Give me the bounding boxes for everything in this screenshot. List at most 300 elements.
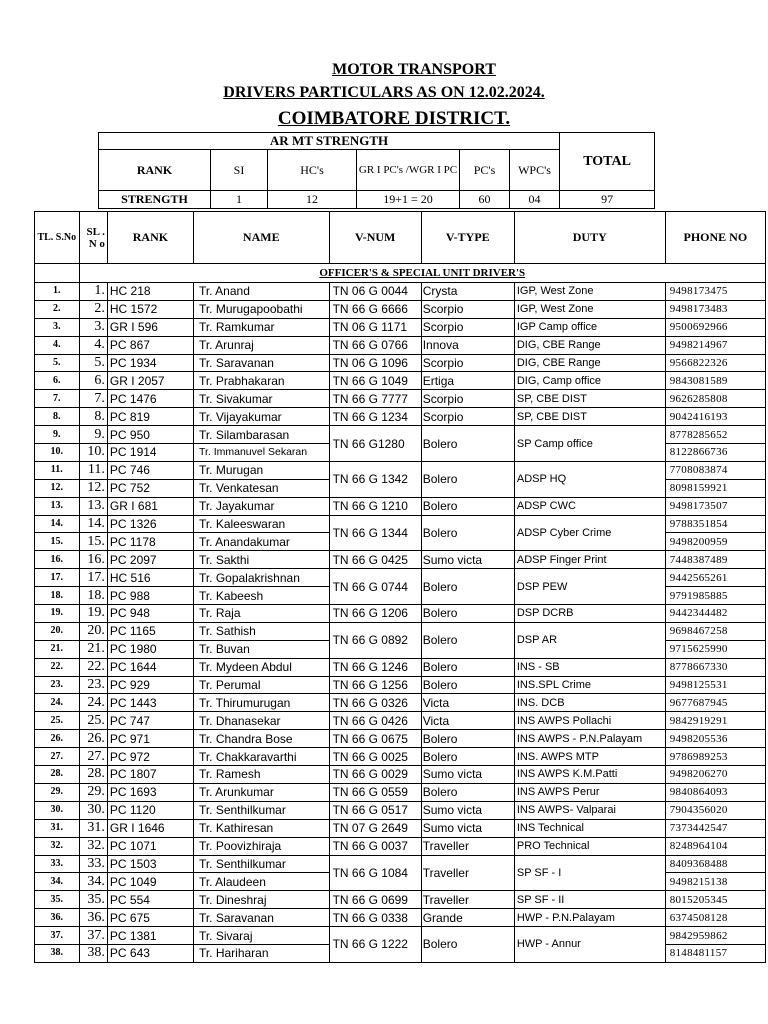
vnum-cell: TN 66 G 0517 bbox=[329, 801, 421, 819]
vnum-cell: TN 66 G 1246 bbox=[329, 658, 421, 676]
table-row bbox=[35, 497, 766, 515]
name-cell: Tr. Kathiresan bbox=[193, 819, 329, 837]
duty-cell: INS AWPS K.M.Patti bbox=[514, 766, 665, 784]
table-row bbox=[35, 569, 766, 587]
phone-cell: 9498200959 bbox=[665, 533, 765, 551]
rank-cell: PC 752 bbox=[107, 479, 193, 497]
vnum-cell: TN 66 G 0037 bbox=[329, 837, 421, 855]
sl-no-cell: 16. bbox=[79, 551, 107, 569]
sl-no-cell: 33. bbox=[79, 855, 107, 873]
phone-cell: 8778285652 bbox=[665, 426, 765, 444]
tl-sno-cell: 36. bbox=[35, 909, 80, 927]
rank-si: SI bbox=[211, 150, 268, 191]
phone-cell: 9498215138 bbox=[665, 873, 765, 891]
strength-si: 1 bbox=[211, 191, 268, 209]
name-cell: Tr. Sivaraj bbox=[193, 927, 329, 945]
strength-wpcs: 04 bbox=[510, 191, 560, 209]
name-cell: Tr. Chandra Bose bbox=[193, 730, 329, 748]
name-cell: Tr. Dhanasekar bbox=[193, 712, 329, 730]
phone-cell: 8148481157 bbox=[665, 944, 765, 962]
table-row bbox=[35, 390, 766, 408]
phone-cell: 9442565261 bbox=[665, 569, 765, 587]
sl-no-cell: 30. bbox=[79, 801, 107, 819]
duty-cell: SP SF - II bbox=[514, 891, 665, 909]
vnum-cell: TN 66 G 1049 bbox=[329, 372, 421, 390]
phone-cell: 9843081589 bbox=[665, 372, 765, 390]
duty-cell: DSP PEW bbox=[514, 569, 665, 605]
vnum-cell: TN 66 G 0559 bbox=[329, 783, 421, 801]
table-row bbox=[35, 909, 766, 927]
name-cell: Tr. Poovizhiraja bbox=[193, 837, 329, 855]
vnum-cell: TN 66 G1280 bbox=[329, 426, 421, 462]
vnum-cell: TN 06 G 1171 bbox=[329, 318, 421, 336]
phone-cell: 9842959862 bbox=[665, 927, 765, 945]
duty-cell: DSP DCRB bbox=[514, 605, 665, 623]
sl-no-cell: 3. bbox=[79, 318, 107, 336]
tl-sno-cell: 2. bbox=[35, 300, 80, 318]
duty-cell: SP SF - I bbox=[514, 855, 665, 891]
vtype-cell: Bolero bbox=[421, 569, 514, 605]
sl-no-cell: 6. bbox=[79, 372, 107, 390]
vnum-cell: TN 66 G 1256 bbox=[329, 676, 421, 694]
rank-cell: PC 2097 bbox=[107, 551, 193, 569]
duty-cell: ADSP HQ bbox=[514, 461, 665, 497]
name-cell: Tr. Vijayakumar bbox=[193, 408, 329, 426]
rank-cell: HC 516 bbox=[107, 569, 193, 587]
rank-cell: PC 819 bbox=[107, 408, 193, 426]
name-cell: Tr. Gopalakrishnan bbox=[193, 569, 329, 587]
name-cell: Tr. Venkatesan bbox=[193, 479, 329, 497]
rank-cell: PC 1476 bbox=[107, 390, 193, 408]
sl-no-cell: 20. bbox=[79, 622, 107, 640]
table-row bbox=[35, 855, 766, 873]
tl-sno-cell: 4. bbox=[35, 336, 80, 354]
name-cell: Tr. Dineshraj bbox=[193, 891, 329, 909]
tl-sno-cell: 22. bbox=[35, 658, 80, 676]
duty-cell: INS AWPS Pollachi bbox=[514, 712, 665, 730]
vnum-cell: TN 66 G 0025 bbox=[329, 748, 421, 766]
vtype-cell: Scorpio bbox=[421, 300, 514, 318]
header-sl-no: SL . N o bbox=[79, 212, 107, 264]
vtype-cell: Bolero bbox=[421, 748, 514, 766]
rank-cell: PC 1980 bbox=[107, 640, 193, 658]
tl-sno-cell: 37. bbox=[35, 927, 80, 945]
name-cell: Tr. Senthilkumar bbox=[193, 855, 329, 873]
name-cell: Tr. Saravanan bbox=[193, 909, 329, 927]
duty-cell: SP, CBE DIST bbox=[514, 408, 665, 426]
header-vnum: V-NUM bbox=[329, 212, 421, 264]
total-label: TOTAL bbox=[560, 133, 655, 191]
sl-no-cell: 37. bbox=[79, 927, 107, 945]
sl-no-cell: 21. bbox=[79, 640, 107, 658]
name-cell: Tr. Ramkumar bbox=[193, 318, 329, 336]
vtype-cell: Victa bbox=[421, 694, 514, 712]
phone-cell: 8098159921 bbox=[665, 479, 765, 497]
vnum-cell: TN 66 G 0029 bbox=[329, 766, 421, 784]
rank-cell: PC 948 bbox=[107, 605, 193, 623]
phone-cell: 9498173483 bbox=[665, 300, 765, 318]
name-cell: Tr. Kabeesh bbox=[193, 587, 329, 605]
vtype-cell: Bolero bbox=[421, 927, 514, 963]
rank-cell: PC 1503 bbox=[107, 855, 193, 873]
table-row bbox=[35, 461, 766, 479]
rank-cell: PC 1443 bbox=[107, 694, 193, 712]
tl-sno-cell: 31. bbox=[35, 819, 80, 837]
vtype-cell: Ertiga bbox=[421, 372, 514, 390]
sl-no-cell: 27. bbox=[79, 748, 107, 766]
vtype-cell: Bolero bbox=[421, 676, 514, 694]
vtype-cell: Sumo victa bbox=[421, 551, 514, 569]
strength-table bbox=[98, 132, 655, 209]
vtype-cell: Bolero bbox=[421, 605, 514, 623]
name-cell: Tr. Jayakumar bbox=[193, 497, 329, 515]
duty-cell: DSP AR bbox=[514, 622, 665, 658]
vnum-cell: TN 66 G 0744 bbox=[329, 569, 421, 605]
rank-cell: PC 746 bbox=[107, 461, 193, 479]
name-cell: Tr. Anand bbox=[193, 283, 329, 301]
name-cell: Tr. Thirumurugan bbox=[193, 694, 329, 712]
table-row bbox=[35, 551, 766, 569]
duty-cell: INS AWPS - P.N.Palayam bbox=[514, 730, 665, 748]
header-name: NAME bbox=[193, 212, 329, 264]
phone-cell: 9498206270 bbox=[665, 766, 765, 784]
vnum-cell: TN 66 G 7777 bbox=[329, 390, 421, 408]
header-tl-sno: TL. S.No bbox=[35, 212, 80, 264]
header-rank: RANK bbox=[107, 212, 193, 264]
vnum-cell: TN 06 G 0044 bbox=[329, 283, 421, 301]
duty-cell: SP, CBE DIST bbox=[514, 390, 665, 408]
phone-cell: 9498125531 bbox=[665, 676, 765, 694]
vtype-cell: Traveller bbox=[421, 837, 514, 855]
name-cell: Tr. Prabhakaran bbox=[193, 372, 329, 390]
name-cell: Tr. Murugapoobathi bbox=[193, 300, 329, 318]
vtype-cell: Bolero bbox=[421, 730, 514, 748]
table-row bbox=[35, 336, 766, 354]
sl-no-cell: 17. bbox=[79, 569, 107, 587]
name-cell: Tr. Raja bbox=[193, 605, 329, 623]
tl-sno-cell: 14. bbox=[35, 515, 80, 533]
rank-cell: PC 554 bbox=[107, 891, 193, 909]
tl-sno-cell: 29. bbox=[35, 783, 80, 801]
rank-cell: PC 643 bbox=[107, 944, 193, 962]
sl-no-cell: 18. bbox=[79, 587, 107, 605]
sl-no-cell: 1. bbox=[79, 283, 107, 301]
tl-sno-cell: 10. bbox=[35, 444, 80, 462]
vtype-cell: Victa bbox=[421, 712, 514, 730]
phone-cell: 8015205345 bbox=[665, 891, 765, 909]
rank-gr-i-pcs: GR I PC's /WGR I PC bbox=[357, 150, 460, 191]
tl-sno-cell: 13. bbox=[35, 497, 80, 515]
strength-total: 97 bbox=[560, 191, 655, 209]
rank-cell: HC 1572 bbox=[107, 300, 193, 318]
vnum-cell: TN 66 G 1234 bbox=[329, 408, 421, 426]
vnum-cell: TN 66 G 1206 bbox=[329, 605, 421, 623]
vnum-cell: TN 66 G 1342 bbox=[329, 461, 421, 497]
vtype-cell: Sumo victa bbox=[421, 819, 514, 837]
rank-cell: PC 1644 bbox=[107, 658, 193, 676]
header-vtype: V-TYPE bbox=[421, 212, 514, 264]
tl-sno-cell: 6. bbox=[35, 372, 80, 390]
phone-cell: 9791985885 bbox=[665, 587, 765, 605]
tl-sno-cell: 25. bbox=[35, 712, 80, 730]
phone-cell: 7904356020 bbox=[665, 801, 765, 819]
drivers-table bbox=[34, 211, 766, 963]
table-row bbox=[35, 927, 766, 945]
rank-cell: PC 988 bbox=[107, 587, 193, 605]
sl-no-cell: 38. bbox=[79, 944, 107, 962]
phone-cell: 9677687945 bbox=[665, 694, 765, 712]
table-row bbox=[35, 766, 766, 784]
tl-sno-cell: 30. bbox=[35, 801, 80, 819]
tl-sno-cell: 19. bbox=[35, 605, 80, 623]
vtype-cell: Scorpio bbox=[421, 390, 514, 408]
sl-no-cell: 23. bbox=[79, 676, 107, 694]
tl-sno-cell: 3. bbox=[35, 318, 80, 336]
vnum-cell: TN 66 G 0425 bbox=[329, 551, 421, 569]
vtype-cell: Bolero bbox=[421, 497, 514, 515]
phone-cell: 9715625990 bbox=[665, 640, 765, 658]
table-row bbox=[35, 837, 766, 855]
vnum-cell: TN 66 G 6666 bbox=[329, 300, 421, 318]
vnum-cell: TN 66 G 0766 bbox=[329, 336, 421, 354]
sl-no-cell: 26. bbox=[79, 730, 107, 748]
strength-row-label: STRENGTH bbox=[99, 191, 211, 209]
phone-cell: 9042416193 bbox=[665, 408, 765, 426]
tl-sno-cell: 24. bbox=[35, 694, 80, 712]
sl-no-cell: 10. bbox=[79, 444, 107, 462]
rank-cell: PC 929 bbox=[107, 676, 193, 694]
table-row bbox=[35, 605, 766, 623]
table-row bbox=[35, 658, 766, 676]
duty-cell: ADSP Finger Print bbox=[514, 551, 665, 569]
tl-sno-cell: 17. bbox=[35, 569, 80, 587]
vtype-cell: Traveller bbox=[421, 855, 514, 891]
phone-cell: 8122866736 bbox=[665, 444, 765, 462]
rank-cell: PC 1071 bbox=[107, 837, 193, 855]
rank-cell: GR I 1646 bbox=[107, 819, 193, 837]
table-row bbox=[35, 354, 766, 372]
table-row bbox=[35, 694, 766, 712]
tl-sno-cell: 23. bbox=[35, 676, 80, 694]
sl-no-cell: 14. bbox=[79, 515, 107, 533]
phone-cell: 9498173475 bbox=[665, 283, 765, 301]
tl-sno-cell: 28. bbox=[35, 766, 80, 784]
rank-cell: HC 218 bbox=[107, 283, 193, 301]
tl-sno-cell: 9. bbox=[35, 426, 80, 444]
name-cell: Tr. Anandakumar bbox=[193, 533, 329, 551]
rank-wpcs: WPC's bbox=[510, 150, 560, 191]
duty-cell: INS - SB bbox=[514, 658, 665, 676]
phone-cell: 9498173507 bbox=[665, 497, 765, 515]
rank-cell: PC 950 bbox=[107, 426, 193, 444]
vnum-cell: TN 66 G 0699 bbox=[329, 891, 421, 909]
table-row bbox=[35, 801, 766, 819]
duty-cell: ADSP Cyber Crime bbox=[514, 515, 665, 551]
name-cell: Tr. Sakthi bbox=[193, 551, 329, 569]
sl-no-cell: 31. bbox=[79, 819, 107, 837]
duty-cell: HWP - Annur bbox=[514, 927, 665, 963]
phone-cell: 9626285808 bbox=[665, 390, 765, 408]
vnum-cell: TN 66 G 1084 bbox=[329, 855, 421, 891]
phone-cell: 9500692966 bbox=[665, 318, 765, 336]
tl-sno-cell: 1. bbox=[35, 283, 80, 301]
name-cell: Tr. Alaudeen bbox=[193, 873, 329, 891]
vnum-cell: TN 66 G 1222 bbox=[329, 927, 421, 963]
table-row bbox=[35, 676, 766, 694]
sl-no-cell: 19. bbox=[79, 605, 107, 623]
vnum-cell: TN 66 G 0892 bbox=[329, 622, 421, 658]
name-cell: Tr. Ramesh bbox=[193, 766, 329, 784]
table-row bbox=[35, 300, 766, 318]
phone-cell: 9498205536 bbox=[665, 730, 765, 748]
phone-cell: 9840864093 bbox=[665, 783, 765, 801]
rank-cell: PC 1326 bbox=[107, 515, 193, 533]
phone-cell: 9842919291 bbox=[665, 712, 765, 730]
sl-no-cell: 22. bbox=[79, 658, 107, 676]
rank-cell: GR I 2057 bbox=[107, 372, 193, 390]
strength-title: AR MT STRENGTH bbox=[99, 133, 560, 150]
vnum-cell: TN 66 G 0426 bbox=[329, 712, 421, 730]
sl-no-cell: 7. bbox=[79, 390, 107, 408]
vtype-cell: Scorpio bbox=[421, 318, 514, 336]
duty-cell: INS. DCB bbox=[514, 694, 665, 712]
phone-cell: 7373442547 bbox=[665, 819, 765, 837]
sl-no-cell: 11. bbox=[79, 461, 107, 479]
tl-sno-cell: 21. bbox=[35, 640, 80, 658]
tl-sno-cell: 32. bbox=[35, 837, 80, 855]
rank-cell: GR I 596 bbox=[107, 318, 193, 336]
table-row bbox=[35, 712, 766, 730]
table-row bbox=[35, 891, 766, 909]
name-cell: Tr. Chakkaravarthi bbox=[193, 748, 329, 766]
sl-no-cell: 32. bbox=[79, 837, 107, 855]
vtype-cell: Bolero bbox=[421, 515, 514, 551]
vtype-cell: Bolero bbox=[421, 783, 514, 801]
rank-cell: PC 867 bbox=[107, 336, 193, 354]
phone-cell: 8409368488 bbox=[665, 855, 765, 873]
rank-cell: PC 971 bbox=[107, 730, 193, 748]
vnum-cell: TN 66 G 1210 bbox=[329, 497, 421, 515]
phone-cell: 9698467258 bbox=[665, 622, 765, 640]
duty-cell: ADSP CWC bbox=[514, 497, 665, 515]
duty-cell: INS.SPL Crime bbox=[514, 676, 665, 694]
rank-cell: PC 747 bbox=[107, 712, 193, 730]
duty-cell: INS. AWPS MTP bbox=[514, 748, 665, 766]
title-line-1: MOTOR TRANSPORT bbox=[332, 61, 496, 78]
tl-sno-cell: 20. bbox=[35, 622, 80, 640]
rank-cell: GR I 681 bbox=[107, 497, 193, 515]
vnum-cell: TN 66 G 0675 bbox=[329, 730, 421, 748]
rank-row-label: RANK bbox=[99, 150, 211, 191]
name-cell: Tr. Silambarasan bbox=[193, 426, 329, 444]
name-cell: Tr. Arunkumar bbox=[193, 783, 329, 801]
rank-cell: PC 1165 bbox=[107, 622, 193, 640]
rank-cell: PC 1381 bbox=[107, 927, 193, 945]
phone-cell: 9788351854 bbox=[665, 515, 765, 533]
vtype-cell: Bolero bbox=[421, 426, 514, 462]
name-cell: Tr. Kaleeswaran bbox=[193, 515, 329, 533]
vtype-cell: Sumo victa bbox=[421, 801, 514, 819]
rank-cell: PC 1049 bbox=[107, 873, 193, 891]
vtype-cell: Scorpio bbox=[421, 354, 514, 372]
name-cell: Tr. Mydeen Abdul bbox=[193, 658, 329, 676]
name-cell: Tr. Murugan bbox=[193, 461, 329, 479]
sl-no-cell: 13. bbox=[79, 497, 107, 515]
duty-cell: IGP Camp office bbox=[514, 318, 665, 336]
name-cell: Tr. Sathish bbox=[193, 622, 329, 640]
table-row bbox=[35, 283, 766, 301]
duty-cell: DIG, CBE Range bbox=[514, 354, 665, 372]
tl-sno-cell: 18. bbox=[35, 587, 80, 605]
tl-sno-cell: 38. bbox=[35, 944, 80, 962]
header-duty: DUTY bbox=[514, 212, 665, 264]
duty-cell: DIG, CBE Range bbox=[514, 336, 665, 354]
vtype-cell: Bolero bbox=[421, 622, 514, 658]
rank-cell: PC 1120 bbox=[107, 801, 193, 819]
duty-cell: INS AWPS- Valparai bbox=[514, 801, 665, 819]
sl-no-cell: 34. bbox=[79, 873, 107, 891]
phone-cell: 9786989253 bbox=[665, 748, 765, 766]
tl-sno-cell: 26. bbox=[35, 730, 80, 748]
sl-no-cell: 4. bbox=[79, 336, 107, 354]
table-row bbox=[35, 783, 766, 801]
tl-sno-cell: 34. bbox=[35, 873, 80, 891]
sl-no-cell: 8. bbox=[79, 408, 107, 426]
tl-sno-cell: 15. bbox=[35, 533, 80, 551]
vtype-cell: Sumo victa bbox=[421, 766, 514, 784]
name-cell: Tr. Arunraj bbox=[193, 336, 329, 354]
sl-no-cell: 28. bbox=[79, 766, 107, 784]
duty-cell: HWP - P.N.Palayam bbox=[514, 909, 665, 927]
table-row bbox=[35, 515, 766, 533]
sl-no-cell: 35. bbox=[79, 891, 107, 909]
section-label: OFFICER'S & SPECIAL UNIT DRIVER'S bbox=[79, 264, 765, 283]
section-spacer bbox=[35, 264, 80, 283]
vtype-cell: Bolero bbox=[421, 461, 514, 497]
phone-cell: 8778667330 bbox=[665, 658, 765, 676]
name-cell: Tr. Saravanan bbox=[193, 354, 329, 372]
vtype-cell: Scorpio bbox=[421, 408, 514, 426]
vtype-cell: Grande bbox=[421, 909, 514, 927]
sl-no-cell: 15. bbox=[79, 533, 107, 551]
table-row bbox=[35, 730, 766, 748]
table-row bbox=[35, 408, 766, 426]
vnum-cell: TN 66 G 1344 bbox=[329, 515, 421, 551]
table-row bbox=[35, 748, 766, 766]
tl-sno-cell: 5. bbox=[35, 354, 80, 372]
tl-sno-cell: 35. bbox=[35, 891, 80, 909]
name-cell: Tr. Senthilkumar bbox=[193, 801, 329, 819]
duty-cell: IGP, West Zone bbox=[514, 283, 665, 301]
sl-no-cell: 5. bbox=[79, 354, 107, 372]
sl-no-cell: 24. bbox=[79, 694, 107, 712]
rank-hcs: HC's bbox=[268, 150, 357, 191]
name-cell: Tr. Buvan bbox=[193, 640, 329, 658]
rank-cell: PC 1178 bbox=[107, 533, 193, 551]
strength-hcs: 12 bbox=[268, 191, 357, 209]
duty-cell: PRO Technical bbox=[514, 837, 665, 855]
vtype-cell: Crysta bbox=[421, 283, 514, 301]
sl-no-cell: 9. bbox=[79, 426, 107, 444]
vnum-cell: TN 66 G 0338 bbox=[329, 909, 421, 927]
sl-no-cell: 36. bbox=[79, 909, 107, 927]
duty-cell: IGP, West Zone bbox=[514, 300, 665, 318]
phone-cell: 6374508128 bbox=[665, 909, 765, 927]
rank-cell: PC 972 bbox=[107, 748, 193, 766]
phone-cell: 9566822326 bbox=[665, 354, 765, 372]
tl-sno-cell: 8. bbox=[35, 408, 80, 426]
title-line-2: DRIVERS PARTICULARS AS ON 12.02.2024. bbox=[223, 84, 545, 101]
